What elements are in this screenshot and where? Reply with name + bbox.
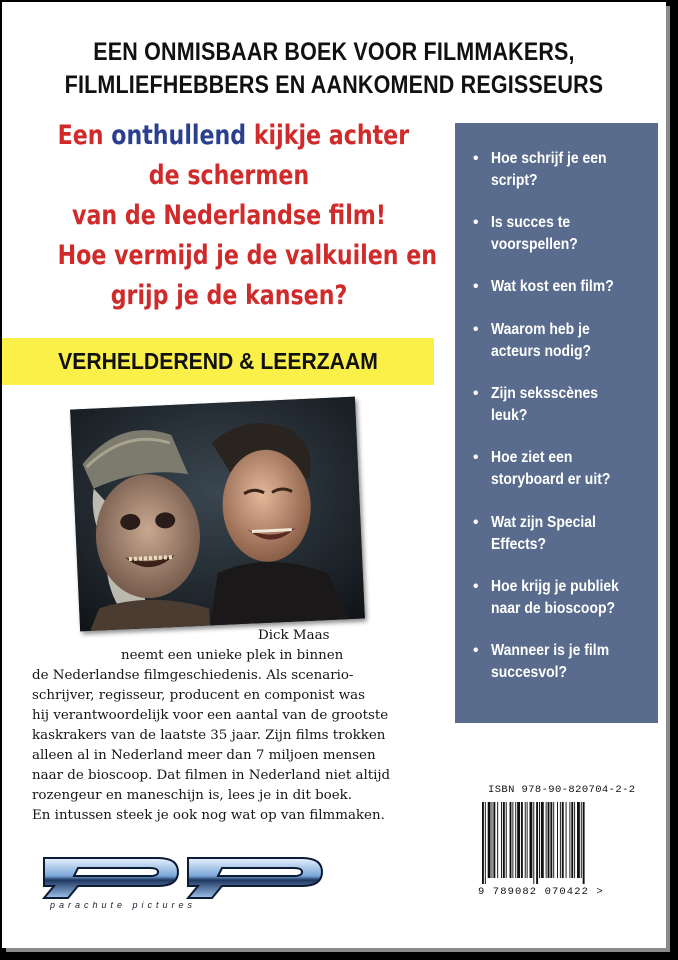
question-text: Hoe krijg je publiek naar de bioscoop? — [491, 578, 619, 617]
barcode-bar — [557, 802, 558, 878]
barcode-bar — [485, 802, 486, 884]
film-still-photo — [70, 397, 365, 632]
barcode-bar — [530, 802, 533, 878]
barcode-bar — [497, 802, 498, 878]
barcode-bar — [577, 802, 580, 878]
logo-p-right — [188, 858, 322, 898]
banner-text: VERHELDEREND & LEERZAAM — [58, 348, 378, 374]
barcode-bar — [546, 802, 547, 878]
question-text: Waarom heb je acteurs nodig? — [491, 321, 591, 360]
logo-p-left — [44, 858, 178, 898]
tagline-line-5: grijp je de kansen? — [110, 280, 348, 311]
barcode-bar — [553, 802, 554, 878]
barcode-bar — [517, 802, 520, 878]
bio-line-10: En intussen steek je ook nog wat op van filmmaken. — [32, 808, 385, 823]
barcode-bar — [569, 802, 570, 878]
barcode-bar — [512, 802, 513, 878]
barcode-bar — [541, 802, 544, 878]
bio-line-5: hij verantwoordelijk voor een aantal van de grootste — [32, 708, 389, 723]
question-text: Wanneer is je film succesvol? — [491, 642, 610, 681]
tagline — [20, 116, 438, 316]
barcode-bar — [503, 802, 505, 878]
tagline-line-2: de schermen — [148, 160, 310, 191]
bio-line-7: alleen al in Nederland meer dan 7 miljoen mensen — [32, 748, 376, 763]
barcode-bar — [571, 802, 573, 878]
tagline-line-1 — [57, 116, 410, 156]
barcode-digits: 9 789082 070422 > — [478, 886, 604, 898]
barcode-bar — [493, 802, 495, 878]
questions-sidebar — [455, 123, 658, 723]
photo-illustration — [70, 397, 365, 632]
bullet-icon: • — [473, 150, 479, 167]
barcode-bar — [560, 802, 561, 878]
bio-line-4: schrijver, regisseur, producent en componist was — [32, 688, 366, 703]
isbn-label: ISBN 978-90-820704-2-2 — [488, 784, 636, 796]
heading-line-2: FILMLIEFHEBBERS EN AANKOMEND REGISSEURS — [64, 71, 604, 99]
barcode-bar — [515, 802, 516, 878]
bio-line-8: naar de bioscoop. Dat filmen in Nederland niet altijd — [32, 768, 391, 783]
bullet-icon: • — [473, 449, 479, 466]
barcode-bar — [566, 802, 567, 878]
barcode-bar — [521, 802, 523, 878]
bio-line-9: rozengeur en maneschijn is, lees je in dit boek. — [32, 788, 353, 803]
bullet-icon: • — [473, 514, 479, 531]
barcode-bar — [562, 802, 564, 878]
tagline-highlight: onthullend — [111, 120, 247, 151]
bio-line-3: de Nederlandse filmgeschiedenis. Als scenario- — [32, 668, 354, 683]
tagline-line-3: van de Nederlandse film! — [72, 200, 386, 231]
barcode-bar — [550, 802, 552, 878]
barcode-bar — [506, 802, 507, 878]
question-text: Zijn seksscènes leuk? — [491, 385, 599, 424]
question-text: Hoe ziet een storyboard er uit? — [491, 449, 611, 488]
barcode-bar — [525, 802, 526, 878]
book-back-cover — [2, 2, 666, 948]
bio-line-1: Dick Maas — [258, 628, 330, 643]
barcode-bar — [533, 802, 534, 884]
bullet-icon: • — [473, 321, 479, 338]
cover-heading — [48, 36, 619, 102]
bullet-icon: • — [473, 385, 479, 402]
bullet-icon: • — [473, 642, 479, 659]
barcode-bar — [492, 802, 493, 878]
barcode-bar — [527, 802, 528, 878]
barcode-bar — [583, 802, 585, 884]
bio-line-2: neemt een unieke plek in binnen — [121, 648, 344, 663]
question-text: Wat zijn Special Effects? — [491, 514, 596, 553]
question-text: Is succes te voorspellen? — [491, 214, 578, 253]
bio-line-6: kaskrakers van de laatste 35 jaar. Zijn films trokken — [32, 728, 386, 743]
barcode-bar — [510, 802, 512, 878]
author-bio — [32, 626, 432, 826]
highlight-banner — [2, 338, 434, 385]
bullet-icon: • — [473, 214, 479, 231]
heading-line-1: EEN ONMISBAAR BOEK VOOR FILMMAKERS, — [93, 38, 575, 66]
barcode-bar — [501, 802, 502, 878]
barcode-bar — [536, 802, 538, 884]
bullet-icon: • — [473, 578, 479, 595]
bullet-icon: • — [473, 278, 479, 295]
tagline-line-1-start: Een — [57, 120, 112, 151]
question-text: Hoe schrijf je een script? — [491, 150, 607, 189]
tagline-line-4: Hoe vermijd je de valkuilen en — [57, 240, 438, 271]
barcode-bar — [548, 802, 550, 878]
logo-wordmark: parachute pictures — [50, 900, 197, 910]
barcode-bar — [488, 802, 491, 878]
barcode-bar — [581, 802, 582, 878]
parachute-pictures-logo — [38, 850, 338, 902]
barcode-bar — [482, 802, 484, 884]
barcode-bar — [539, 802, 540, 878]
tagline-line-1-end: kijkje achter — [246, 120, 410, 151]
barcode — [480, 802, 630, 884]
barcode-bar — [574, 802, 575, 878]
question-text: Wat kost een film? — [491, 278, 614, 295]
